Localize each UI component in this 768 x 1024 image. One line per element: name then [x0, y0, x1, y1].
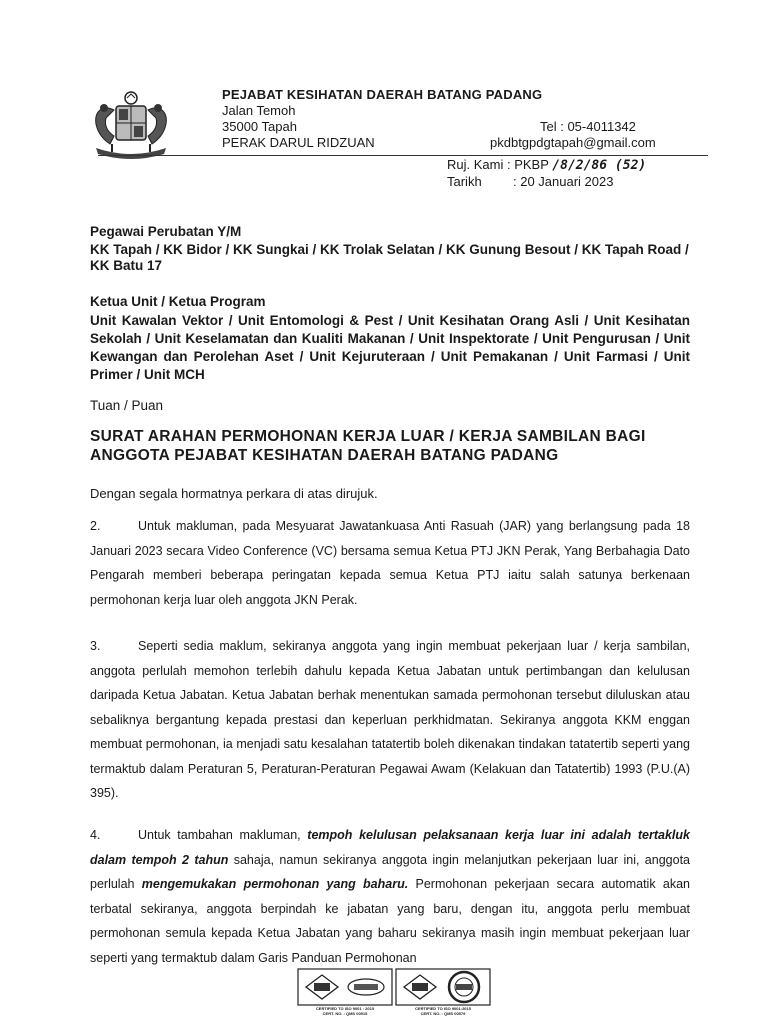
cert-text: CERTIFIED TO ISO 9001:2015	[415, 1006, 471, 1011]
cert-number: CERT. NO. : QMS 00579	[420, 1011, 466, 1016]
address-line: 35000 Tapah	[222, 119, 297, 134]
organization-name: PEJABAT KESIHATAN DAERAH BATANG PADANG	[222, 87, 543, 102]
date-label: Tarikh	[447, 174, 482, 189]
paragraph-text: Untuk tambahan makluman,	[138, 828, 308, 842]
paragraph-text: Permohonan pekerjaan secara automatik akan terbatal sekiranya, anggota berpindah ke jabatan yang baru, dengan itu, anggota perlu membuat permohonan semula kepada Ketua Jabatan yang baharu sekiranya masih ingin membuat pekerjaan luar seperti yang termaktub dalam Garis Panduan Permohonan	[90, 877, 690, 965]
address-line: PERAK DARUL RIDZUAN	[222, 135, 375, 150]
email: pkdbtgpdgtapah@gmail.com	[490, 135, 656, 150]
subject-title: SURAT ARAHAN PERMOHONAN KERJA LUAR / KERJA SAMBILAN BAGI ANGGOTA PEJABAT KESIHATAN DAERAH BATANG PADANG	[90, 428, 646, 464]
emphasis-text: tempoh kelulusan pelaksanaan kerja luar ini adalah tertakluk dalam tempoh 2 tahun	[90, 828, 690, 867]
date-value: : 20 Januari 2023	[513, 174, 614, 189]
cert-caption	[296, 1006, 394, 1016]
cert-text: CERTIFIED TO ISO 9001 : 2015	[315, 1006, 375, 1011]
paragraph-number: 4.	[90, 828, 101, 842]
ref-label: Ruj. Kami	[447, 157, 504, 172]
paragraph-number: 3.	[90, 639, 101, 653]
recipient-group-2	[90, 294, 690, 384]
paragraph-3	[90, 634, 690, 806]
paragraph-text: Untuk makluman, pada Mesyuarat Jawatankuasa Anti Rasuah (JAR) yang berlangsung pada 18 Januari 2023 secara Video Conference (VC) bersama semua Ketua PTJ JKN Perak, Yang Berbahagia Dato Pengarah memberi beberapa peringatan kepada semua Ketua PTJ iaitu salah satunya berkenaan permohonan kerja luar oleh anggota JKN Perak.	[90, 519, 690, 607]
recipient-list: Unit Kawalan Vektor / Unit Entomologi & Pest / Unit Kesihatan Orang Asli / Unit Kesihatan Sekolah / Unit Keselamatan dan Kualiti Makanan / Unit Inspektorate / Unit Pengurusan / Unit Kewangan dan Perolehan Aset / Unit Kejuruteraan / Unit Pemakanan / Unit Farmasi / Unit Primer / Unit MCH	[90, 313, 690, 382]
paragraph-text: sahaja, namun sekiranya anggota ingin melanjutkan pekerjaan luar ini, anggota perlulah	[90, 852, 690, 891]
reference-block	[447, 157, 646, 190]
recipient-group-1	[90, 224, 690, 274]
address-line: Jalan Temoh	[222, 103, 296, 118]
telephone: Tel : 05-4011342	[540, 119, 636, 134]
certification-logos-icon	[296, 967, 492, 1007]
cert-caption	[394, 1006, 492, 1016]
certification-stamps	[296, 967, 492, 1017]
paragraph-4	[90, 823, 690, 970]
paragraph-number: 2.	[90, 519, 101, 533]
opening-line: Dengan segala hormatnya perkara di atas dirujuk.	[90, 486, 378, 501]
letterhead-contact	[490, 119, 656, 151]
recipient-list: KK Tapah / KK Bidor / KK Sungkai / KK Trolak Selatan / KK Gunung Besout / KK Tapah Road / KK Batu 17	[90, 242, 689, 273]
recipient-title: Ketua Unit / Ketua Program	[90, 294, 266, 309]
paragraph-text: Seperti sedia maklum, sekiranya anggota yang ingin membuat pekerjaan luar / kerja sambilan, anggota perlulah memohon terlebih dahulu kepada Ketua Jabatan untuk pertimbangan dan kelulusan daripada Ketua Jabatan. Ketua Jabatan berhak menentukan samada permohonan tersebut diluluskan atau sebaliknya bergantung kepada prestasi dan keperluan perkhidmatan. Sekiranya anggota KKM enggan membuat permohonan, ia menjadi satu kesalahan tatatertib boleh dikenakan tindakan tatatertib seperti yang termaktub dalam Peraturan 5, Peraturan-Peraturan Pegawai Awam (Kelakuan dan Tatatertib) 1993 (P.U.(A) 395).	[90, 639, 690, 800]
salutation: Tuan / Puan	[90, 398, 164, 413]
emphasis-text: mengemukakan permohonan yang baharu.	[141, 877, 409, 891]
recipient-title: Pegawai Perubatan Y/M	[90, 224, 242, 239]
coat-of-arms-logo	[82, 88, 180, 162]
ref-value: : PKBP	[506, 157, 549, 172]
ref-handwritten: /8/2/86 (52)	[552, 158, 647, 173]
paragraph-2	[90, 514, 690, 612]
cert-number: CERT. NO. : QMS 00915	[322, 1011, 368, 1016]
header-divider	[98, 155, 708, 156]
